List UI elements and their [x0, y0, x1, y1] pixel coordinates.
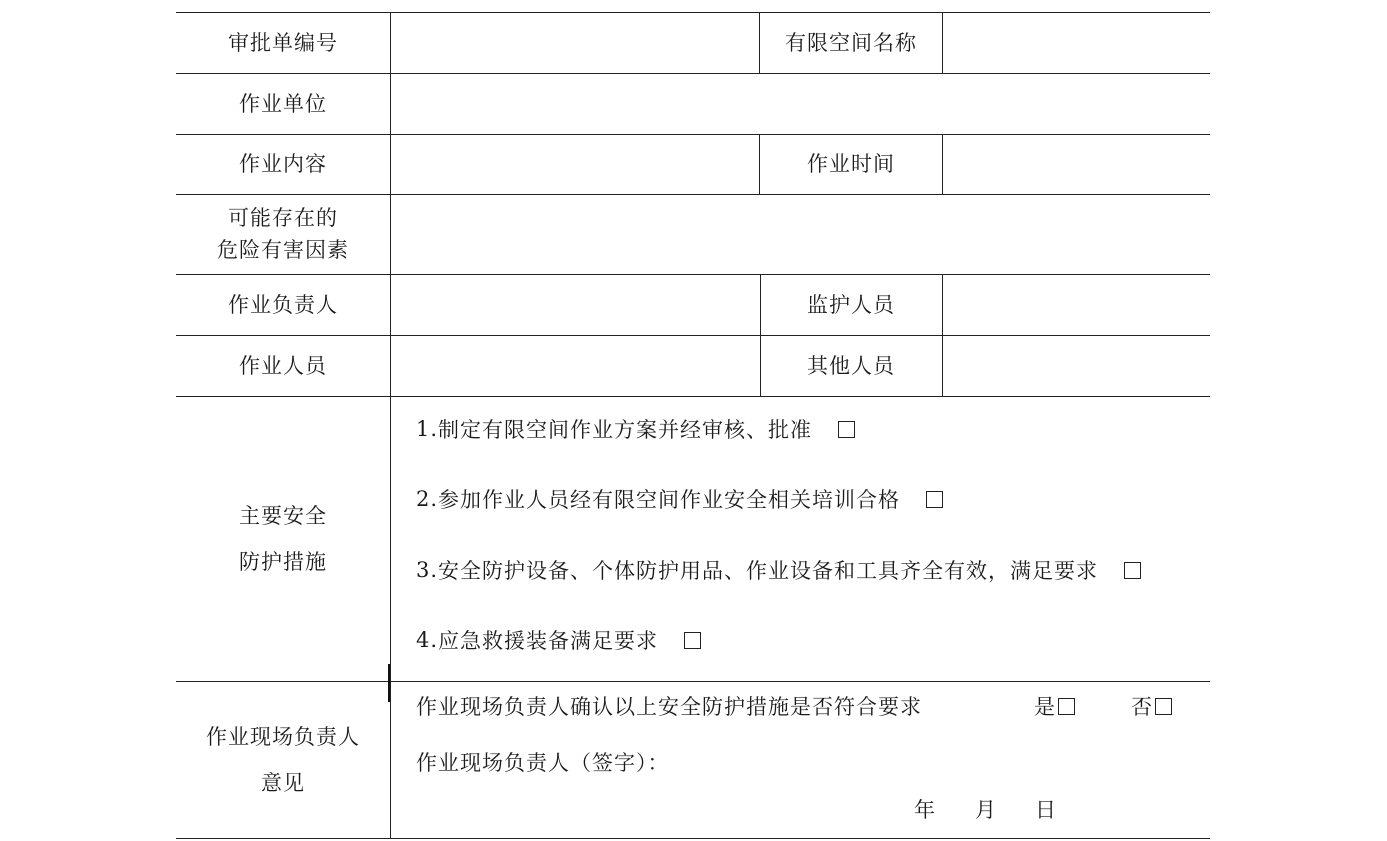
- measure-2-checkbox[interactable]: [926, 491, 943, 508]
- month-label: 月: [975, 798, 997, 822]
- measure-text: 参加作业人员经有限空间作业安全相关培训合格: [438, 488, 901, 512]
- measure-number: 4.: [416, 628, 439, 652]
- work-leader-label: 作业负责人: [228, 292, 338, 317]
- measure-number: 2.: [416, 487, 439, 511]
- safety-measures-label-line2: 防护措施: [239, 549, 327, 574]
- guardian-field[interactable]: [943, 275, 1210, 335]
- site-leader-opinion-label-line1: 作业现场负责人: [206, 724, 360, 749]
- table-border: [176, 838, 1210, 839]
- measure-text: 制定有限空间作业方案并经审核、批准: [438, 418, 813, 442]
- other-personnel-field[interactable]: [943, 336, 1210, 396]
- workers-label: 作业人员: [239, 353, 327, 378]
- yes-checkbox[interactable]: [1058, 698, 1075, 715]
- hazards-label: [176, 194, 390, 274]
- day-label: 日: [1035, 798, 1057, 822]
- site-leader-opinion-label-line2: 意见: [261, 770, 305, 795]
- work-content-field[interactable]: [391, 135, 759, 194]
- measure-item-2: [416, 484, 943, 514]
- work-time-field[interactable]: [943, 135, 1210, 194]
- yes-option: [1034, 691, 1075, 721]
- measure-number: 1.: [416, 417, 439, 441]
- measure-1-checkbox[interactable]: [838, 421, 855, 438]
- no-option: [1131, 691, 1172, 721]
- site-leader-opinion-label: [176, 681, 390, 838]
- measure-text: 安全防护设备、个体防护用品、作业设备和工具齐全有效，满足要求: [438, 559, 1099, 583]
- work-unit-field[interactable]: [391, 74, 1210, 134]
- work-time-label: 作业时间: [807, 152, 895, 176]
- hazards-label-line1: 可能存在的: [228, 206, 338, 230]
- confined-space-name-label: 有限空间名称: [785, 30, 917, 55]
- approval-number-label: 审批单编号: [228, 30, 338, 55]
- hazards-label-line2: 危险有害因素: [217, 238, 349, 262]
- yes-label: 是: [1034, 695, 1056, 719]
- work-unit-label: 作业单位: [239, 91, 327, 116]
- confirm-statement: 作业现场负责人确认以上安全防护措施是否符合要求: [416, 695, 922, 719]
- safety-measures-label-line1: 主要安全: [239, 503, 327, 528]
- work-content-label: 作业内容: [239, 152, 327, 176]
- measure-4-checkbox[interactable]: [684, 632, 701, 649]
- year-label: 年: [914, 798, 936, 822]
- measure-number: 3.: [416, 558, 439, 582]
- safety-measures-label: [176, 396, 390, 681]
- hazards-field[interactable]: [391, 195, 1210, 274]
- measure-text: 应急救援装备满足要求: [438, 629, 659, 653]
- no-checkbox[interactable]: [1155, 698, 1172, 715]
- text-cursor: [388, 664, 390, 702]
- measure-item-1: [416, 414, 855, 444]
- confined-space-name-field[interactable]: [943, 13, 1210, 73]
- guardian-label: 监护人员: [807, 292, 895, 317]
- measure-item-3: [416, 555, 1141, 585]
- workers-field[interactable]: [391, 336, 760, 396]
- work-leader-field[interactable]: [391, 275, 760, 335]
- other-personnel-label: 其他人员: [807, 353, 895, 378]
- measure-3-checkbox[interactable]: [1124, 562, 1141, 579]
- signature-label: 作业现场负责人（签字）：: [416, 751, 670, 775]
- approval-number-field[interactable]: [391, 13, 759, 73]
- no-label: 否: [1131, 695, 1153, 719]
- measure-item-4: [416, 625, 701, 655]
